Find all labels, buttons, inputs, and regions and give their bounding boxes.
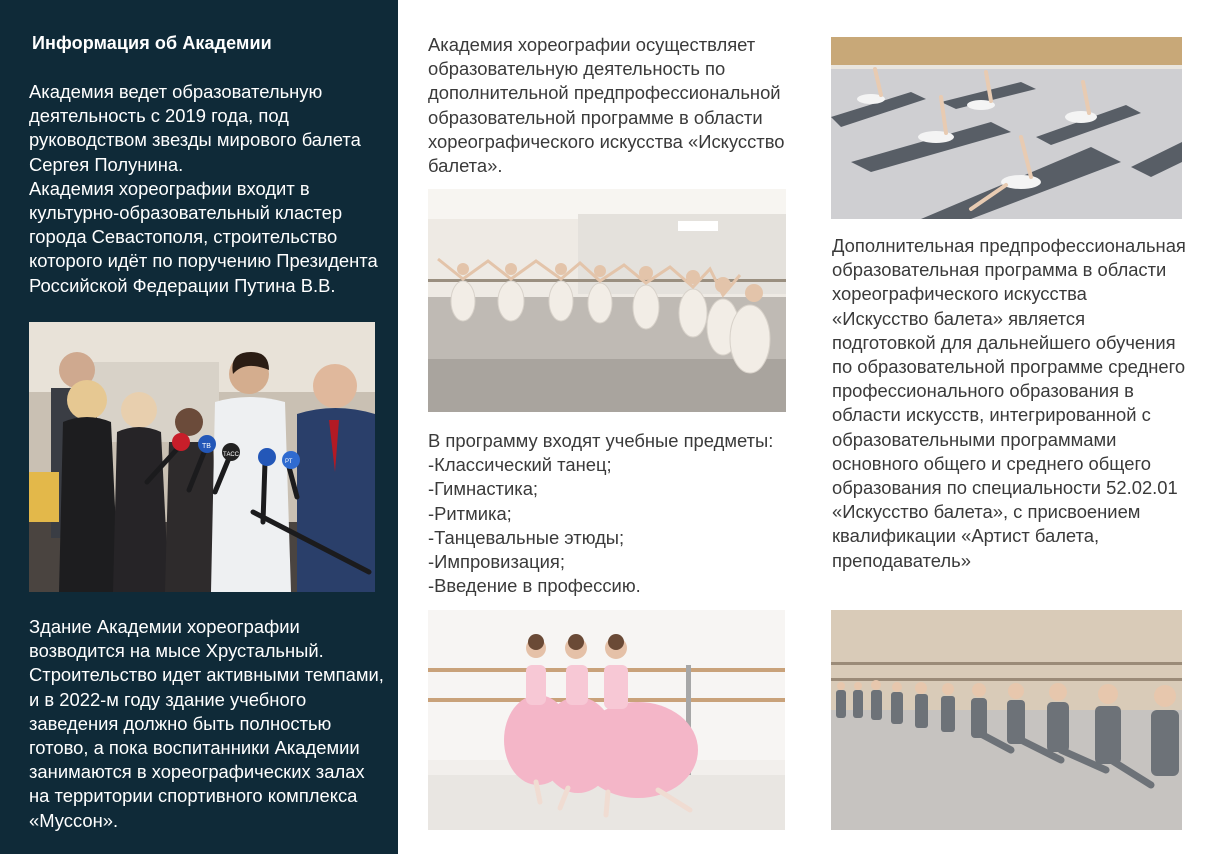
mic-label-rt: РТ [285, 459, 293, 465]
subject-item: -Импровизация; [428, 551, 565, 573]
sidebar-intro [29, 80, 389, 298]
sidebar-title: Информация об Академии [32, 33, 272, 53]
subjects-list [428, 453, 798, 598]
intro-paragraph-founding: Академия ведет образовательную деятельность с 2019 года, под руководством звезды мирового балета Сергея Полунина. [29, 81, 361, 175]
sidebar-building-text: Здание Академии хореографии возводится на мысе Хрустальный. Строительство идет активными темпами, и в 2022-м году здание учебного заведения должно быть полностью готово, а пока воспитанники Академии занимаются в хореографических залах на территории спортивного комплекса «Муссон». [29, 616, 384, 831]
subject-item: -Ритмика; [428, 502, 512, 524]
subject-item: -Танцевальные этюды; [428, 526, 625, 548]
boys-stretching-photo [831, 610, 1182, 830]
subject-item: -Введение в профессию. [428, 575, 641, 597]
program-intro-text: Академия хореографии осуществляет образовательную деятельность по дополнительной предпрофессиональной образовательной программе в области хореографического искусства «Искусство балета». [428, 34, 785, 177]
ballet-class-photo [428, 189, 786, 412]
intro-paragraph-cluster: Академия хореографии входит в культурно-образовательный кластер города Севастополя, строительство которого идёт по поручению Президента Российской Федерации Путина В.В. [29, 177, 378, 296]
gymnastics-mats-photo [831, 37, 1182, 219]
sidebar [0, 0, 398, 854]
subject-item: -Классический танец; [428, 454, 612, 476]
mic-label-tv: ТВ [202, 443, 211, 450]
subjects-block [428, 429, 798, 598]
program-description-text: Дополнительная предпрофессиональная образовательная программа в области хореографического искусства «Искусство балета» является подготовкой для дальнейшего обучения по образовательной программе среднего профессионального образования в области искусств, интегрированной с образовательными программами основного общего и среднего общего образования по специальности 52.02.01 «Искусство балета», с присвоением квалификации «Артист балета, преподаватель» [832, 235, 1186, 571]
pink-tutu-girls-photo [428, 610, 785, 830]
subjects-heading: В программу входят учебные предметы: [428, 430, 774, 451]
press-conference-photo [29, 322, 375, 592]
mic-label-tass: ТАСС [223, 452, 240, 458]
subject-item: -Гимнастика; [428, 478, 539, 500]
